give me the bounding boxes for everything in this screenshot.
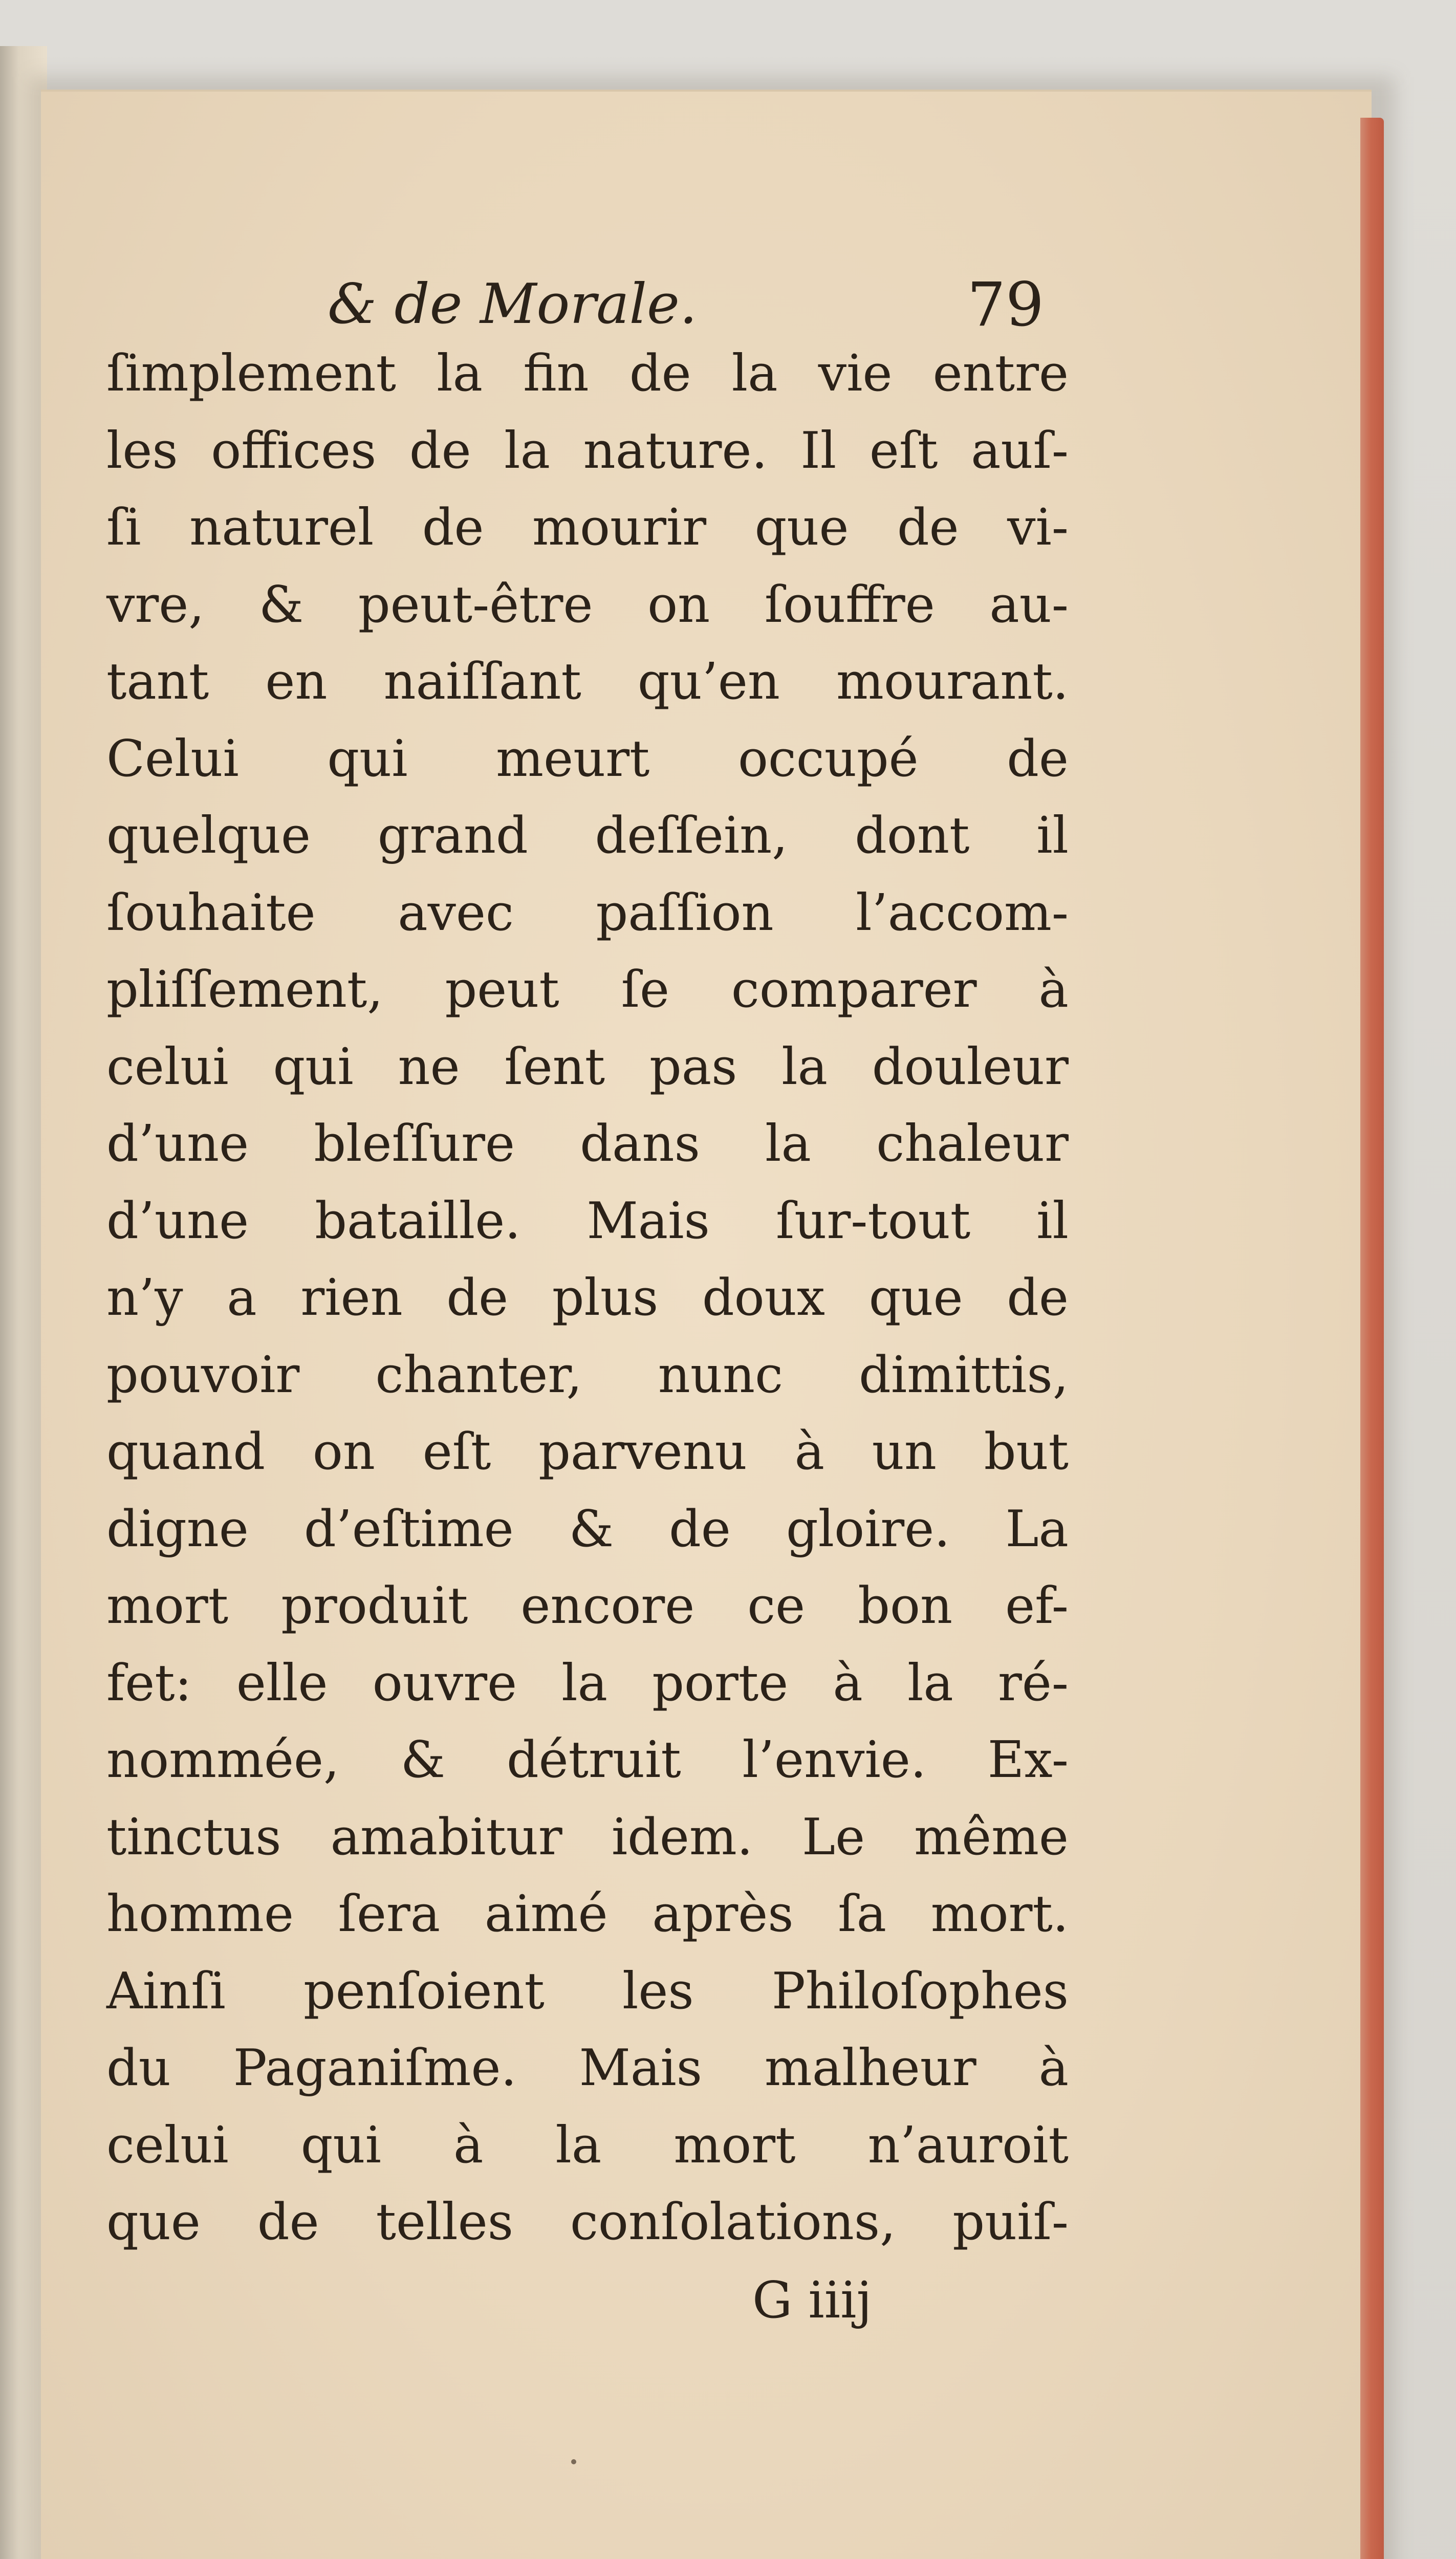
text-line: d’une bataille. Mais ſur-tout il [106,1191,1069,1250]
text-line: nommée, & détruit l’envie. Ex- [106,1731,1069,1789]
text-line: quelque grand deſſein, dont il [106,807,1069,865]
text-line: quand on eſt parvenu à un but [106,1423,1069,1481]
text-line: celui qui ne ſent pas la douleur [106,1037,1069,1096]
text-line: d’une bleſſure dans la chaleur [106,1115,1069,1173]
text-line: tinctus amabitur idem. Le même [106,1808,1069,1867]
running-head [328,266,1064,343]
text-line: les offices de la nature. Il eſt auſ- [106,421,1069,480]
text-line: fet: elle ouvre la porte à la ré- [106,1654,1069,1712]
text-line: que de telles conſolations, puiſ- [106,2193,1069,2251]
page-number: 79 [967,269,1044,340]
signature-catchword: G iiij [752,2271,872,2330]
text-line: n’y a rien de plus doux que de [106,1269,1069,1327]
text-line: homme ſera aimé après ſa mort. [106,1885,1069,1943]
text-line: Celui qui meurt occupé de [106,729,1069,788]
ink-speck [571,2459,576,2464]
text-line: ſouhaite avec paſſion l’accom- [106,883,1069,942]
text-line: pliſſement, peut ſe comparer à [106,961,1069,1019]
text-line: ſi naturel de mourir que de vi- [106,498,1069,557]
text-line: digne d’eſtime & de gloire. La [106,1500,1069,1558]
text-line: mort produit encore ce bon ef- [106,1577,1069,1635]
text-line: du Paganiſme. Mais malheur à [106,2039,1069,2097]
text-line: vre, & peut-être on ſouffre au- [106,575,1069,634]
text-line: celui qui à la mort n’auroit [106,2116,1069,2175]
text-line: pouvoir chanter, nunc dimittis, [106,1346,1069,1404]
text-line: tant en naiſſant qu’en mourant. [106,653,1069,711]
red-page-edge [1360,118,1384,2559]
body-text [106,335,1069,2261]
text-line: ſimplement la fin de la vie entre [106,344,1069,403]
text-line: Ainſi penſoient les Philoſophes [106,1962,1069,2021]
running-head-title: & de Morale. [328,272,698,336]
